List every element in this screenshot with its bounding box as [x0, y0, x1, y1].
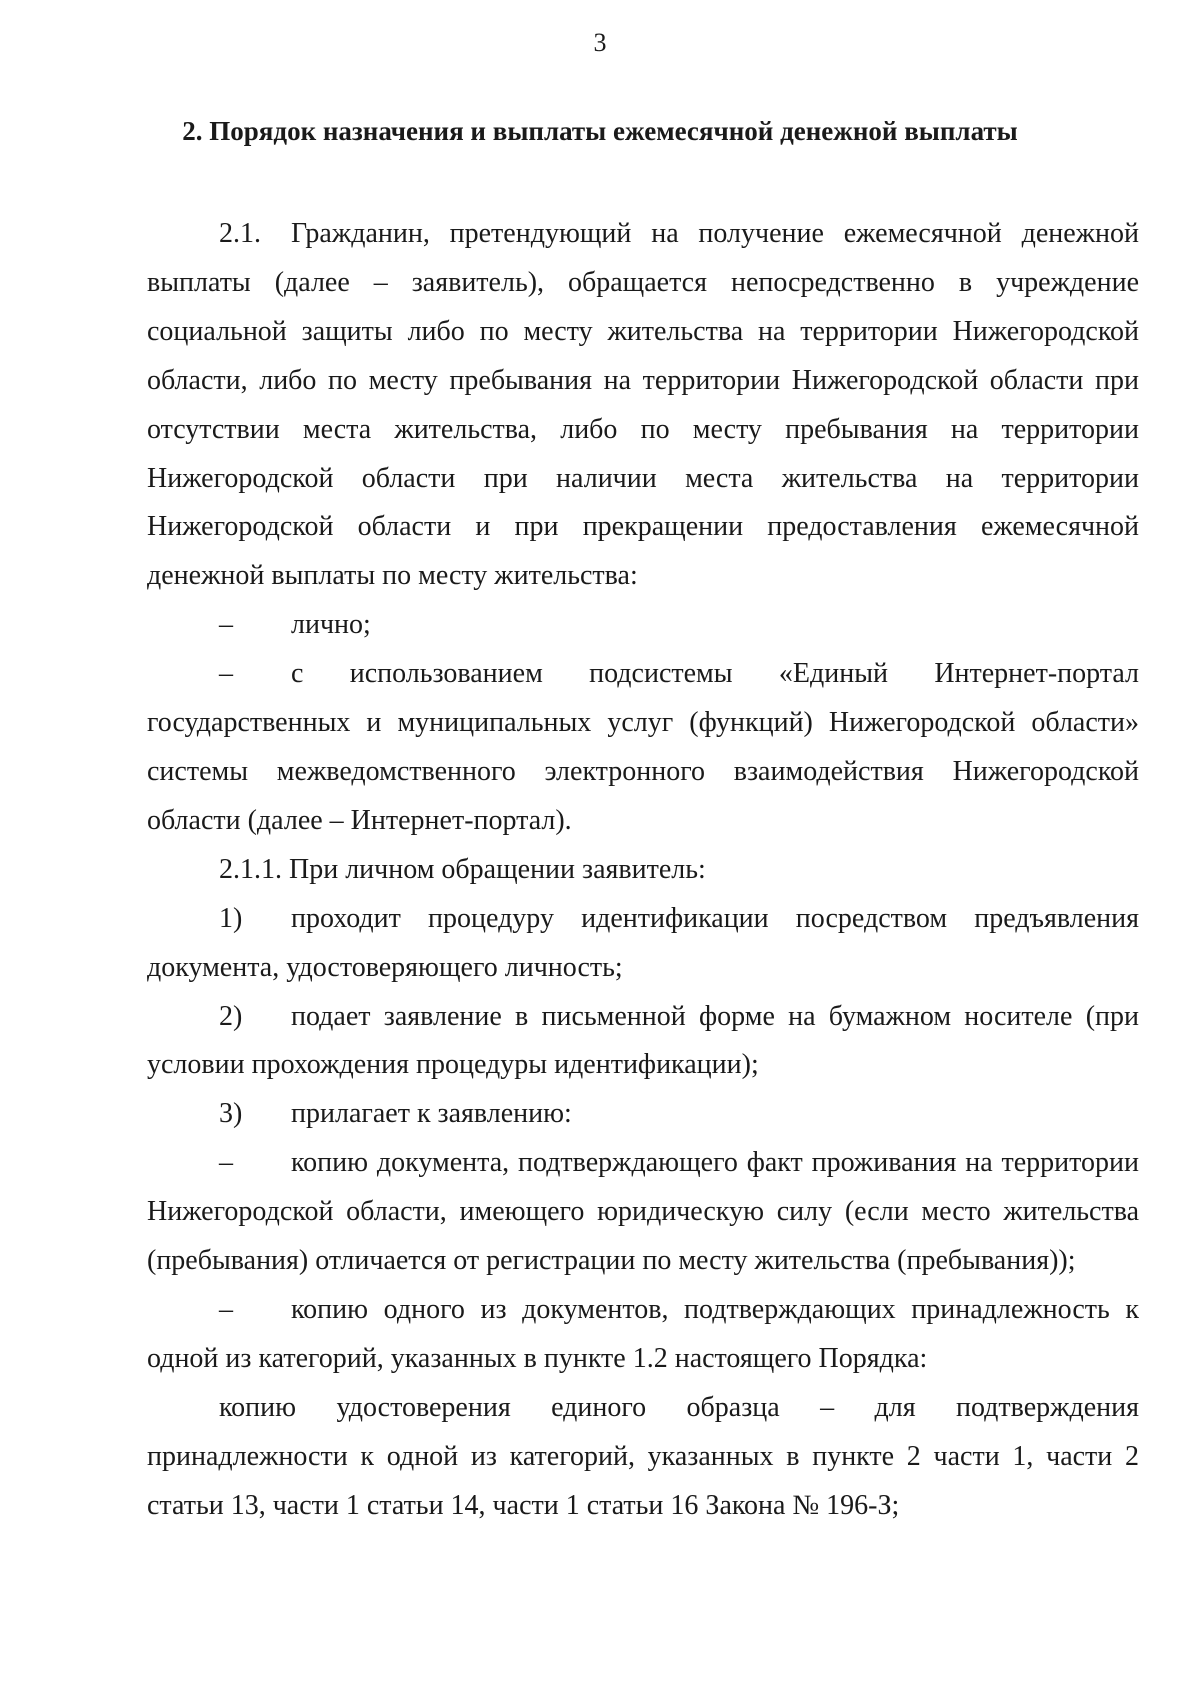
paragraph-2-1: [147, 210, 1139, 601]
paragraph-number: 2.1.: [219, 218, 261, 249]
dash-marker: –: [219, 658, 233, 690]
list-item-numbered: [147, 895, 1139, 993]
list-item-dash: [147, 1286, 1139, 1384]
list-item-text: прилагает к заявлению:: [291, 1098, 572, 1130]
list-item-dash: [147, 601, 1139, 650]
dash-marker: –: [219, 609, 233, 641]
item-number: 1): [219, 902, 243, 934]
page-number: 3: [593, 28, 607, 57]
list-item-text: копию одного из документов, подтверждающих принадлежность к одной из категорий, указанных в пункте 1.2 настоящего Порядка:: [147, 1293, 1139, 1374]
paragraph-text: 2.1.1. При личном обращении заявитель:: [219, 853, 706, 885]
list-item-dash: [147, 650, 1139, 846]
paragraph-text: Гражданин, претендующий на получение ежемесячной денежной выплаты (далее – заявитель), обращается непосредственно в учреждение социальной защиты либо по месту жительства на территории Нижегородской области, либо по месту пребывания на территории Нижегородской области при отсутствии места жительства, либо по месту пребывания на территории Нижегородской области при наличии места жительства на территории Нижегородской области и при прекращении предоставления ежемесячной денежной выплаты по месту жительства:: [147, 218, 1139, 592]
list-item-text: копию документа, подтверждающего факт проживания на территории Нижегородской области, имеющего юридическую силу (если место жительства (пребывания) отличается от регистрации по месту жительства (пребывания));: [147, 1147, 1139, 1277]
section-title: 2. Порядок назначения и выплаты ежемесячной денежной выплаты: [182, 116, 1018, 146]
paragraph-final: [147, 1384, 1139, 1531]
list-item-numbered: [147, 1090, 1139, 1139]
list-item-text: с использованием подсистемы «Единый Интернет-портал государственных и муниципальных услуг (функций) Нижегородской области» системы межведомственного электронного взаимодействия Нижегородской области (далее – Интернет-портал).: [147, 658, 1139, 836]
list-item-numbered: [147, 993, 1139, 1091]
list-item-dash: [147, 1139, 1139, 1286]
item-number: 2): [219, 1000, 243, 1032]
paragraph-2-1-1: [147, 846, 1139, 895]
document-body: [147, 210, 1139, 1530]
dash-marker: –: [219, 1147, 233, 1179]
list-item-text: подает заявление в письменной форме на бумажном носителе (при условии прохождения процедуры идентификации);: [147, 1000, 1139, 1081]
dash-marker: –: [219, 1293, 233, 1325]
paragraph-text: копию удостоверения единого образца – для подтверждения принадлежности к одной из категорий, указанных в пункте 2 части 1, части 2 статьи 13, части 1 статьи 14, части 1 статьи 16 Закона № 196-З;: [147, 1391, 1139, 1521]
list-item-text: проходит процедуру идентификации посредством предъявления документа, удостоверяющего личность;: [147, 902, 1139, 983]
item-number: 3): [219, 1098, 243, 1130]
list-item-text: лично;: [291, 609, 371, 641]
